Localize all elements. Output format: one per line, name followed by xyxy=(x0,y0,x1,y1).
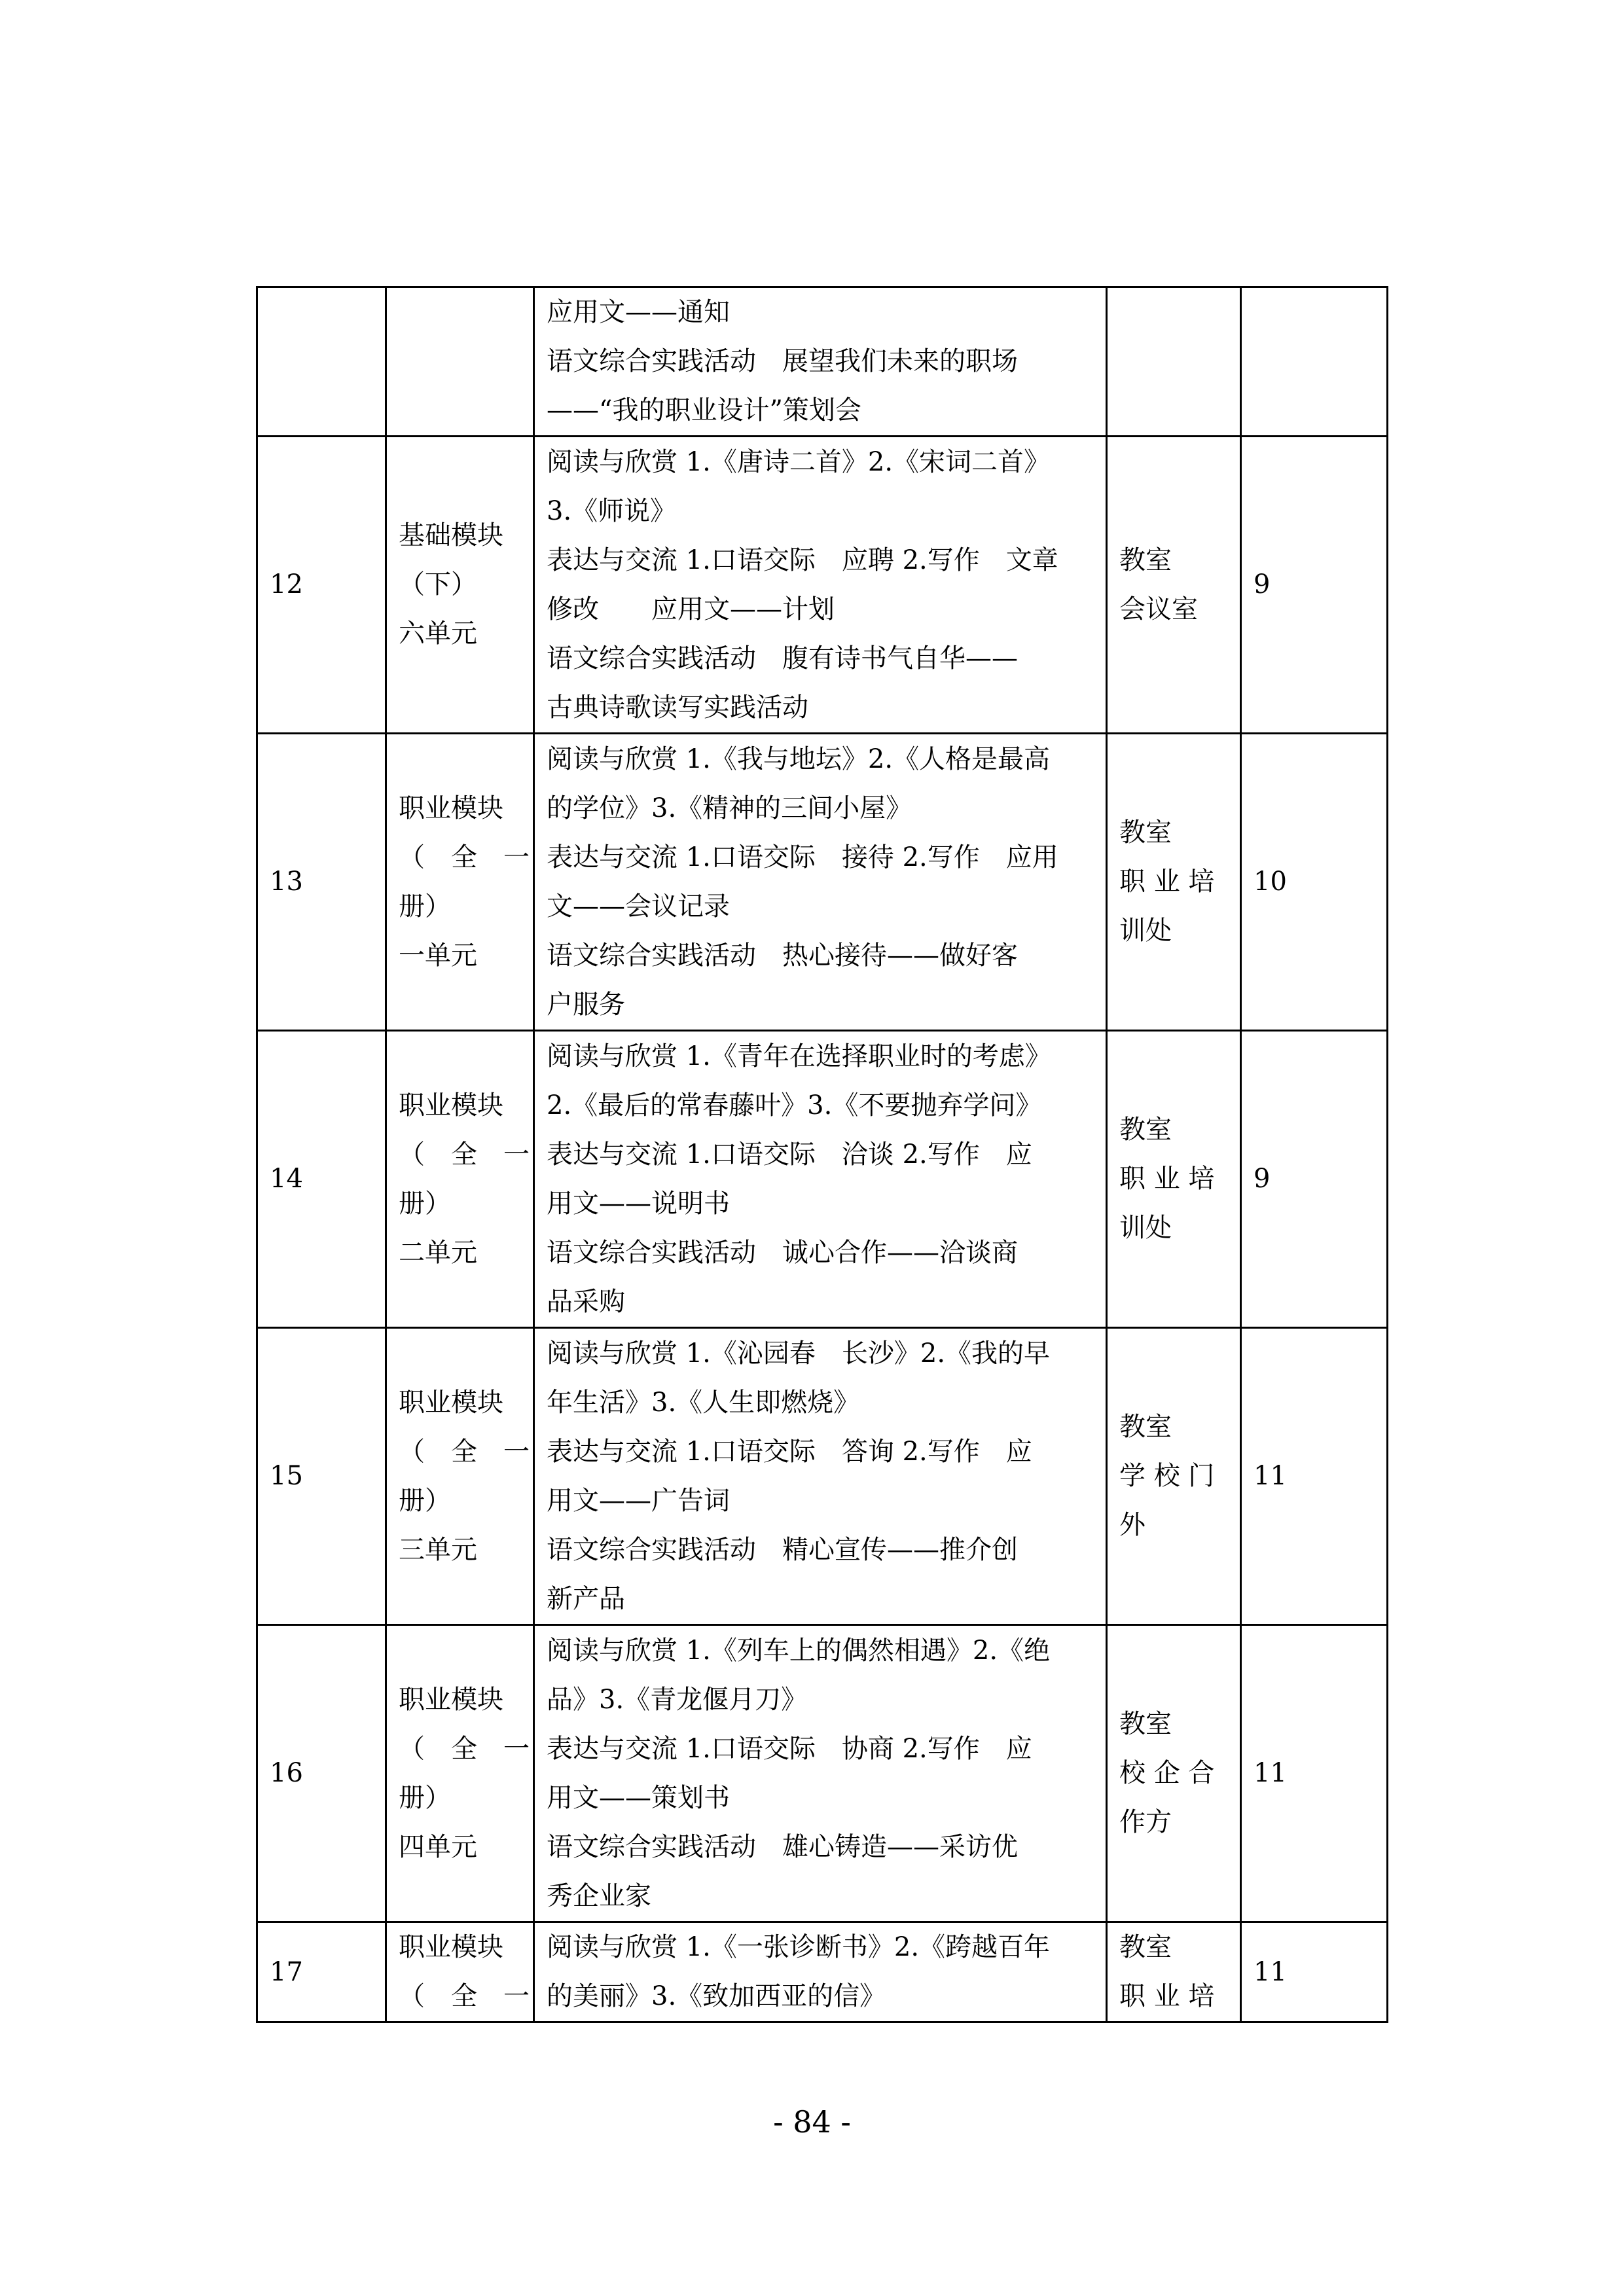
hours-cell: 9 xyxy=(1241,437,1388,734)
content-line: 阅读与欣赏 1.《青年在选择职业时的考虑》 xyxy=(547,1041,1051,1071)
content-line: 表达与交流 1.口语交际 洽谈 2.写作 应 xyxy=(547,1139,1032,1170)
place-line: 训处 xyxy=(1119,1213,1172,1243)
content-line: 表达与交流 1.口语交际 协商 2.写作 应 xyxy=(547,1733,1032,1764)
module-line: （ 全 一 xyxy=(399,1139,530,1170)
place-line: 教室 xyxy=(1119,1115,1172,1145)
content-line: 用文——说明书 xyxy=(547,1188,730,1219)
lesson-number-cell xyxy=(257,287,386,437)
module-cell xyxy=(386,1625,534,1922)
content-line: 古典诗歌读写实践活动 xyxy=(547,692,808,723)
lesson-number-cell: 16 xyxy=(257,1625,386,1922)
content-line: 品采购 xyxy=(547,1286,625,1317)
place-line: 外 xyxy=(1119,1510,1146,1540)
place-line: 职 业 培 xyxy=(1119,1981,1215,2011)
content-cell xyxy=(534,1328,1107,1625)
table-row xyxy=(257,1328,1388,1625)
hours-cell: 11 xyxy=(1241,1922,1388,2022)
module-line: （下） xyxy=(399,569,477,600)
place-cell xyxy=(1107,437,1241,734)
content-line: 表达与交流 1.口语交际 应聘 2.写作 文章 xyxy=(547,545,1058,575)
content-line: 户服务 xyxy=(547,989,625,1020)
place-line: 教室 xyxy=(1119,817,1172,848)
module-line: 职业模块 xyxy=(399,1387,503,1418)
lesson-number-cell: 17 xyxy=(257,1922,386,2022)
content-line: 的美丽》3.《致加西亚的信》 xyxy=(547,1981,886,2011)
content-line: 2.《最后的常春藤叶》3.《不要抛弃学问》 xyxy=(547,1090,1042,1121)
table-row xyxy=(257,1031,1388,1328)
content-cell xyxy=(534,734,1107,1031)
content-line: 品》3.《青龙偃月刀》 xyxy=(547,1684,808,1715)
content-line: 语文综合实践活动 雄心铸造——采访优 xyxy=(547,1831,1018,1862)
module-cell xyxy=(386,1922,534,2022)
place-line: 教室 xyxy=(1119,1709,1172,1739)
content-line: 表达与交流 1.口语交际 答询 2.写作 应 xyxy=(547,1436,1032,1467)
content-line: 新产品 xyxy=(547,1583,625,1614)
module-line: （ 全 一 xyxy=(399,1981,530,2011)
place-cell xyxy=(1107,287,1241,437)
content-line: 语文综合实践活动 热心接待——做好客 xyxy=(547,940,1018,971)
table-row xyxy=(257,287,1388,437)
content-line: 用文——广告词 xyxy=(547,1485,730,1516)
module-cell xyxy=(386,1031,534,1328)
module-cell xyxy=(386,437,534,734)
content-line: 语文综合实践活动 腹有诗书气自华—— xyxy=(547,643,1018,673)
content-line: 的学位》3.《精神的三间小屋》 xyxy=(547,793,912,823)
course-plan-table xyxy=(256,286,1388,2023)
hours-cell xyxy=(1241,287,1388,437)
content-line: 文——会议记录 xyxy=(547,891,730,922)
place-cell xyxy=(1107,1328,1241,1625)
module-cell xyxy=(386,1328,534,1625)
content-line: 表达与交流 1.口语交际 接待 2.写作 应用 xyxy=(547,842,1058,872)
content-line: 阅读与欣赏 1.《一张诊断书》2.《跨越百年 xyxy=(547,1932,1051,1962)
content-line: 阅读与欣赏 1.《唐诗二首》2.《宋词二首》 xyxy=(547,446,1051,477)
place-cell xyxy=(1107,734,1241,1031)
content-cell xyxy=(534,1031,1107,1328)
place-line: 教室 xyxy=(1119,1412,1172,1442)
hours-cell: 11 xyxy=(1241,1625,1388,1922)
place-line: 职 业 培 xyxy=(1119,1164,1215,1194)
content-line: 阅读与欣赏 1.《沁园春 长沙》2.《我的早 xyxy=(547,1338,1051,1369)
module-line: 一单元 xyxy=(399,940,477,971)
hours-cell: 10 xyxy=(1241,734,1388,1031)
module-cell xyxy=(386,734,534,1031)
content-line: 语文综合实践活动 诚心合作——洽谈商 xyxy=(547,1237,1018,1268)
module-line: 册） xyxy=(399,1782,451,1813)
place-cell xyxy=(1107,1031,1241,1328)
module-line: （ 全 一 xyxy=(399,1733,530,1764)
content-line: 秀企业家 xyxy=(547,1880,651,1911)
module-line: 册） xyxy=(399,891,451,922)
content-line: 语文综合实践活动 精心宣传——推介创 xyxy=(547,1534,1018,1565)
content-line: 用文——策划书 xyxy=(547,1782,730,1813)
place-line: 教室 xyxy=(1119,1932,1172,1962)
place-cell xyxy=(1107,1922,1241,2022)
content-cell xyxy=(534,437,1107,734)
place-line: 学 校 门 xyxy=(1119,1461,1215,1491)
content-cell xyxy=(534,287,1107,437)
place-line: 职 业 培 xyxy=(1119,867,1215,897)
module-cell xyxy=(386,287,534,437)
place-line: 作方 xyxy=(1119,1807,1172,1837)
page-number: - 84 - xyxy=(773,2104,851,2140)
lesson-number-cell: 12 xyxy=(257,437,386,734)
lesson-number-cell: 13 xyxy=(257,734,386,1031)
course-plan-body xyxy=(257,287,1388,2022)
hours-cell: 9 xyxy=(1241,1031,1388,1328)
table-row xyxy=(257,734,1388,1031)
table-row xyxy=(257,437,1388,734)
module-line: 职业模块 xyxy=(399,1684,503,1715)
place-cell xyxy=(1107,1625,1241,1922)
module-line: 三单元 xyxy=(399,1534,477,1565)
module-line: 职业模块 xyxy=(399,1090,503,1121)
lesson-number-cell: 14 xyxy=(257,1031,386,1328)
place-line: 会议室 xyxy=(1119,594,1198,624)
content-line: 语文综合实践活动 展望我们未来的职场 xyxy=(547,346,1018,376)
content-line: 3.《师说》 xyxy=(547,495,677,526)
content-line: 年生活》3.《人生即燃烧》 xyxy=(547,1387,860,1418)
place-line: 训处 xyxy=(1119,916,1172,946)
content-line: 修改 应用文——计划 xyxy=(547,594,835,624)
module-line: 职业模块 xyxy=(399,793,503,823)
table-row xyxy=(257,1922,1388,2022)
module-line: 二单元 xyxy=(399,1237,477,1268)
place-line: 校 企 合 xyxy=(1119,1758,1215,1788)
lesson-number-cell: 15 xyxy=(257,1328,386,1625)
content-cell xyxy=(534,1625,1107,1922)
place-line: 教室 xyxy=(1119,545,1172,575)
content-line: 阅读与欣赏 1.《我与地坛》2.《人格是最高 xyxy=(547,744,1051,774)
hours-cell: 11 xyxy=(1241,1328,1388,1625)
content-line: 阅读与欣赏 1.《列车上的偶然相遇》2.《绝 xyxy=(547,1635,1051,1666)
module-line: 六单元 xyxy=(399,619,477,649)
table-row xyxy=(257,1625,1388,1922)
module-line: （ 全 一 xyxy=(399,1436,530,1467)
module-line: 册） xyxy=(399,1485,451,1516)
module-line: 基础模块 xyxy=(399,520,503,550)
module-line: 册） xyxy=(399,1188,451,1219)
module-line: 职业模块 xyxy=(399,1932,503,1962)
module-line: 四单元 xyxy=(399,1831,477,1862)
module-line: （ 全 一 xyxy=(399,842,530,872)
content-line: ——“我的职业设计”策划会 xyxy=(547,395,861,425)
content-cell xyxy=(534,1922,1107,2022)
content-line: 应用文——通知 xyxy=(547,297,730,327)
